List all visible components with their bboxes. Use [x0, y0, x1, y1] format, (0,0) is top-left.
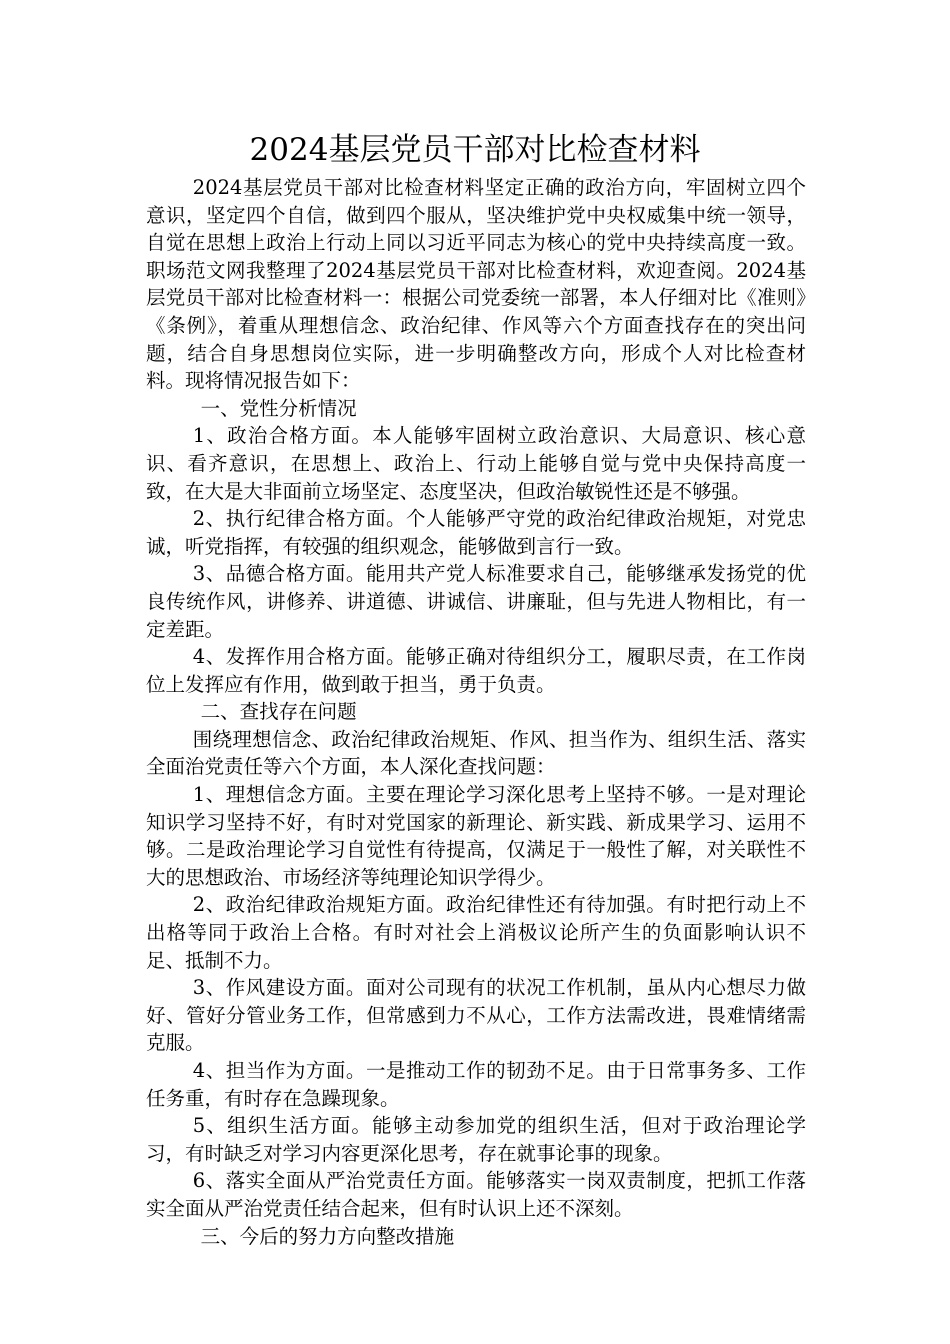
body-paragraph: 4、担当作为方面。一是推动工作的韧劲不足。由于日常事务多、工作任务重，有时存在急躁现象。	[146, 1059, 806, 1110]
document-body	[146, 174, 806, 1250]
body-paragraph: 5、组织生活方面。能够主动参加党的组织生活，但对于政治理论学习，有时缺乏对学习内容更深化思考，存在就事论事的现象。	[146, 1114, 806, 1165]
document-title: 2024基层党员干部对比检查材料	[249, 132, 701, 168]
body-paragraph: 2、政治纪律政治规矩方面。政治纪律性还有待加强。有时把行动上不出格等同于政治上合格。有时对社会上消极议论所产生的负面影响认识不足、抵制不力。	[146, 893, 806, 972]
intro-paragraph: 2024基层党员干部对比检查材料坚定正确的政治方向，牢固树立四个意识，坚定四个自信，做到四个服从，坚决维护党中央权威集中统一领导，自觉在思想上政治上行动上同以习近平同志为核心的党中央持续高度一致。职场范文网我整理了2024基层党员干部对比检查材料，欢迎查阅。2024基层党员干部对比检查材料一：根据公司党委统一部署，本人仔细对比《准则》《条例》，着重从理想信念、政治纪律、作风等六个方面查找存在的突出问题，结合自身思想岗位实际，进一步明确整改方向，形成个人对比检查材料。现将情况报告如下：	[146, 176, 806, 393]
body-paragraph: 1、理想信念方面。主要在理论学习深化思考上坚持不够。一是对理论知识学习坚持不好，有时对党国家的新理论、新实践、新成果学习、运用不够。二是政治理论学习自觉性有待提高，仅满足于一般性了解，对关联性不大的思想政治、市场经济等纯理论知识学得少。	[146, 783, 806, 889]
section-heading-3: 三、今后的努力方向整改措施	[200, 1224, 455, 1248]
body-paragraph: 3、作风建设方面。面对公司现有的状况工作机制，虽从内心想尽力做好、管好分管业务工作，但常感到力不从心，工作方法需改进，畏难情绪需克服。	[146, 976, 806, 1055]
body-paragraph: 6、落实全面从严治党责任方面。能够落实一岗双责制度，把抓工作落实全面从严治党责任结合起来，但有时认识上还不深刻。	[146, 1169, 806, 1220]
section-heading-2: 二、查找存在问题	[200, 700, 357, 724]
body-paragraph: 围绕理想信念、政治纪律政治规矩、作风、担当作为、组织生活、落实全面治党责任等六个方面，本人深化查找问题：	[146, 727, 806, 779]
body-paragraph: 2、执行纪律合格方面。个人能够严守党的政治纪律政治规矩，对党忠诚，听党指挥，有较强的组织观念，能够做到言行一致。	[146, 507, 806, 558]
section-heading-1: 一、党性分析情况	[200, 396, 357, 420]
body-paragraph: 1、政治合格方面。本人能够牢固树立政治意识、大局意识、核心意识、看齐意识，在思想上、政治上、行动上能够自觉与党中央保持高度一致，在大是大非面前立场坚定、态度坚决，但政治敏锐性还是不够强。	[146, 424, 806, 503]
body-paragraph: 4、发挥作用合格方面。能够正确对待组织分工，履职尽责，在工作岗位上发挥应有作用，做到敢于担当，勇于负责。	[146, 645, 806, 696]
body-paragraph: 3、品德合格方面。能用共产党人标准要求自己，能够继承发扬党的优良传统作风，讲修养、讲道德、讲诚信、讲廉耻，但与先进人物相比，有一定差距。	[146, 562, 806, 641]
